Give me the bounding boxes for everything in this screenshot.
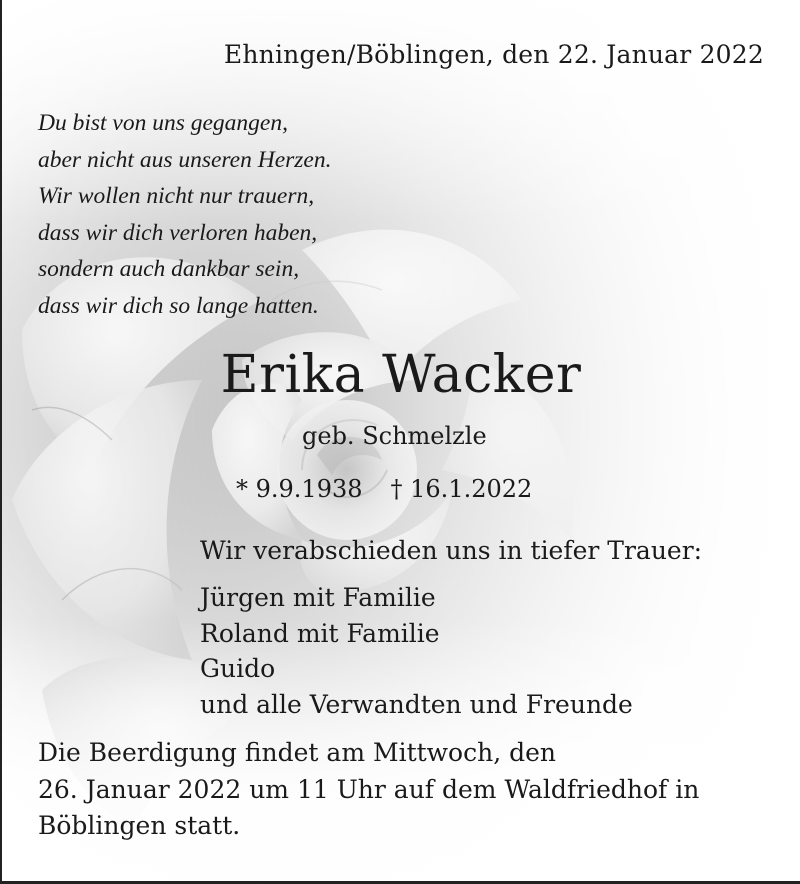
funeral-line: 26. Januar 2022 um 11 Uhr auf dem Waldfriedhof in	[38, 774, 700, 804]
life-dates	[236, 475, 532, 503]
poem-line: Du bist von uns gegangen,	[38, 110, 288, 136]
poem-line: Wir wollen nicht nur trauern,	[38, 183, 315, 209]
funeral-details	[38, 735, 699, 845]
funeral-line: Die Beerdigung findet am Mittwoch, den	[38, 738, 557, 767]
deceased-name	[2, 345, 800, 405]
place-and-date: Ehningen/Böblingen, den 22. Januar 2022	[223, 40, 764, 69]
mourners-list	[200, 580, 633, 722]
poem-line: aber nicht aus unseren Herzen.	[38, 146, 332, 173]
poem-line: dass wir dich verloren haben,	[38, 219, 318, 246]
poem-line: dass wir dich so lange hatten.	[38, 292, 319, 319]
funeral-line: Böblingen statt.	[38, 811, 241, 840]
farewell-text: Wir verabschieden uns in tiefer Trauer:	[200, 536, 703, 565]
mourner-item: Roland mit Familie	[200, 618, 440, 648]
mourner-item: Guido	[200, 654, 276, 683]
poem	[38, 105, 332, 324]
deceased-name-text: Erika Wacker	[220, 345, 582, 405]
mourner-item: und alle Verwandten und Freunde	[200, 689, 633, 719]
mourner-item: Jürgen mit Familie	[200, 583, 436, 612]
birth-date: * 9.9.1938	[236, 475, 363, 503]
poem-line: sondern auch dankbar sein,	[38, 256, 300, 282]
maiden-name: geb. Schmelzle	[302, 422, 487, 450]
death-date: † 16.1.2022	[390, 475, 533, 503]
